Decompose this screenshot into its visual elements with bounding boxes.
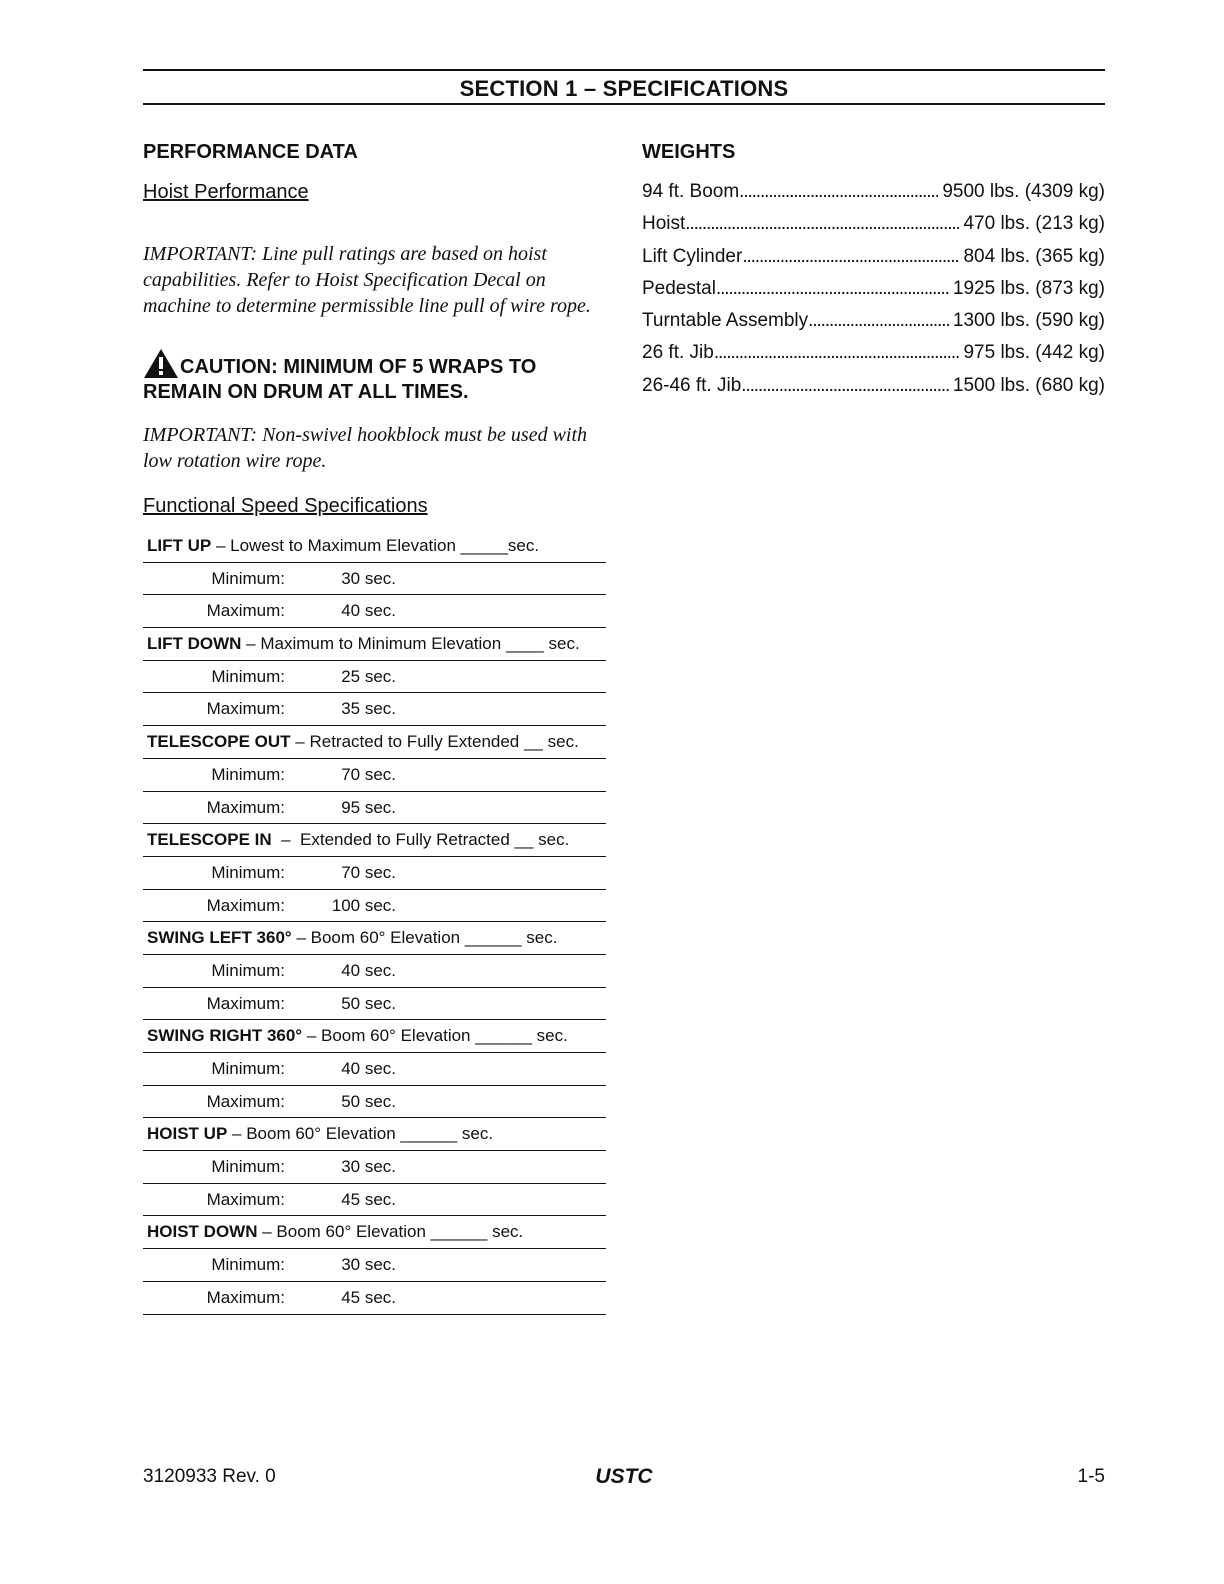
weight-item bbox=[642, 305, 1105, 337]
weight-item bbox=[642, 337, 1105, 369]
function-description: – Maximum to Minimum Elevation ____ sec. bbox=[241, 634, 580, 654]
maximum-time-row bbox=[143, 693, 606, 726]
minimum-time-row bbox=[143, 661, 606, 694]
caution-notice bbox=[143, 348, 606, 405]
minimum-time-row bbox=[143, 857, 606, 890]
function-name: HOIST UP bbox=[147, 1124, 228, 1144]
minimum-value: 40 sec. bbox=[341, 960, 396, 980]
weight-item bbox=[642, 176, 1105, 208]
speed-function-row bbox=[143, 1216, 606, 1249]
weight-item-value: 1500 lbs. (680 kg) bbox=[952, 374, 1105, 396]
dot-leader bbox=[716, 273, 949, 305]
weights-heading: WEIGHTS bbox=[642, 141, 736, 163]
page-footer bbox=[143, 1466, 1105, 1494]
section-title: SECTION 1 – SPECIFICATIONS bbox=[459, 76, 789, 101]
function-name: SWING RIGHT 360° bbox=[147, 1026, 303, 1046]
footer-brand: USTC bbox=[595, 1465, 653, 1488]
dot-leader bbox=[739, 176, 938, 208]
weight-item-value: 804 lbs. (365 kg) bbox=[963, 245, 1105, 267]
functional-speed-table bbox=[143, 530, 606, 1315]
dot-leader bbox=[685, 208, 959, 240]
dot-leader bbox=[808, 305, 949, 337]
weight-item bbox=[642, 241, 1105, 273]
weight-item-value: 1300 lbs. (590 kg) bbox=[952, 310, 1105, 332]
maximum-label: Maximum: bbox=[206, 1091, 285, 1111]
maximum-time-row bbox=[143, 1282, 606, 1315]
weight-item-name: Lift Cylinder bbox=[642, 245, 743, 267]
minimum-value: 30 sec. bbox=[341, 1255, 396, 1275]
speed-function-row bbox=[143, 628, 606, 661]
maximum-value: 35 sec. bbox=[341, 699, 396, 719]
maximum-label: Maximum: bbox=[206, 993, 285, 1013]
weight-item bbox=[642, 208, 1105, 240]
functional-speed-subheading: Functional Speed Specifications bbox=[143, 495, 428, 517]
weight-item bbox=[642, 273, 1105, 305]
speed-function-row bbox=[143, 824, 606, 857]
minimum-label: Minimum: bbox=[211, 568, 285, 588]
hoist-performance-subheading: Hoist Performance bbox=[143, 181, 309, 203]
maximum-time-row bbox=[143, 988, 606, 1021]
minimum-label: Minimum: bbox=[211, 1157, 285, 1177]
function-name: LIFT UP bbox=[147, 536, 212, 555]
speed-function-row bbox=[143, 726, 606, 759]
function-description: – Extended to Fully Retracted __ sec. bbox=[271, 830, 570, 850]
speed-function-row bbox=[143, 922, 606, 955]
function-name: HOIST DOWN bbox=[147, 1222, 258, 1242]
minimum-time-row bbox=[143, 1053, 606, 1086]
maximum-label: Maximum: bbox=[206, 797, 285, 817]
weight-item bbox=[642, 370, 1105, 402]
weight-item-value: 975 lbs. (442 kg) bbox=[963, 342, 1105, 364]
maximum-time-row bbox=[143, 890, 606, 923]
maximum-time-row bbox=[143, 1184, 606, 1217]
minimum-time-row bbox=[143, 955, 606, 988]
weights-list bbox=[642, 176, 1105, 402]
page-number: 1-5 bbox=[1077, 1466, 1105, 1487]
minimum-value: 70 sec. bbox=[341, 764, 396, 784]
function-description: – Lowest to Maximum Elevation _____sec. bbox=[211, 536, 540, 555]
speed-function-row bbox=[143, 530, 606, 563]
speed-function-row bbox=[143, 1118, 606, 1151]
minimum-label: Minimum: bbox=[211, 862, 285, 882]
warning-triangle-icon bbox=[143, 348, 179, 379]
maximum-label: Maximum: bbox=[206, 895, 285, 915]
weight-item-value: 1925 lbs. (873 kg) bbox=[952, 277, 1105, 299]
function-name: TELESCOPE OUT bbox=[147, 732, 291, 752]
maximum-label: Maximum: bbox=[206, 1287, 285, 1307]
caution-line-1: CAUTION: MINIMUM OF 5 WRAPS TO bbox=[180, 356, 537, 378]
performance-data-heading: PERFORMANCE DATA bbox=[143, 141, 358, 163]
maximum-time-row bbox=[143, 792, 606, 825]
maximum-value: 50 sec. bbox=[341, 993, 396, 1013]
minimum-value: 40 sec. bbox=[341, 1059, 396, 1078]
function-name: TELESCOPE IN bbox=[147, 830, 272, 850]
minimum-value: 70 sec. bbox=[341, 862, 396, 882]
function-description: – Boom 60° Elevation ______ sec. bbox=[291, 928, 558, 948]
maximum-label: Maximum: bbox=[206, 1189, 285, 1209]
maximum-value: 40 sec. bbox=[341, 601, 396, 621]
function-name: SWING LEFT 360° bbox=[147, 928, 292, 948]
minimum-label: Minimum: bbox=[211, 764, 285, 784]
minimum-value: 30 sec. bbox=[341, 1157, 396, 1177]
caution-line-2: REMAIN ON DRUM AT ALL TIMES. bbox=[143, 381, 469, 403]
weight-item-name: 94 ft. Boom bbox=[642, 181, 740, 202]
function-name: LIFT DOWN bbox=[147, 634, 242, 654]
maximum-label: Maximum: bbox=[206, 699, 285, 719]
weight-item-name: Turntable Assembly bbox=[642, 310, 809, 332]
minimum-label: Minimum: bbox=[211, 1255, 285, 1275]
minimum-value: 30 sec. bbox=[341, 568, 396, 588]
document-number: 3120933 Rev. 0 bbox=[143, 1466, 276, 1487]
maximum-time-row bbox=[143, 595, 606, 628]
important-note-line-pull: IMPORTANT: Line pull ratings are based on hoist capabilities. Refer to Hoist Specification Decal on machine to determine permissible line pull of wire rope. bbox=[143, 243, 591, 317]
weight-item-name: 26-46 ft. Jib bbox=[642, 374, 742, 396]
minimum-label: Minimum: bbox=[211, 960, 285, 980]
minimum-label: Minimum: bbox=[211, 666, 285, 686]
dot-leader bbox=[742, 241, 959, 273]
section-header bbox=[143, 69, 1105, 105]
maximum-value: 95 sec. bbox=[341, 797, 396, 817]
function-description: – Boom 60° Elevation ______ sec. bbox=[257, 1222, 524, 1242]
minimum-time-row bbox=[143, 1151, 606, 1184]
weight-item-value: 470 lbs. (213 kg) bbox=[963, 213, 1105, 235]
maximum-value: 45 sec. bbox=[341, 1189, 396, 1209]
weight-item-value: 9500 lbs. (4309 kg) bbox=[942, 181, 1105, 202]
important-note-hookblock: IMPORTANT: Non-swivel hookblock must be used with low rotation wire rope. bbox=[143, 424, 588, 472]
minimum-time-row bbox=[143, 563, 606, 596]
dot-leader bbox=[714, 337, 960, 369]
performance-data-column bbox=[143, 137, 606, 1315]
weight-item-name: Pedestal bbox=[642, 277, 716, 299]
function-description: – Boom 60° Elevation ______ sec. bbox=[302, 1026, 568, 1046]
weight-item-name: Hoist bbox=[642, 213, 686, 235]
function-description: – Retracted to Fully Extended __ sec. bbox=[290, 732, 579, 752]
dot-leader bbox=[741, 370, 949, 402]
maximum-value: 45 sec. bbox=[341, 1287, 396, 1307]
minimum-time-row bbox=[143, 759, 606, 792]
minimum-time-row bbox=[143, 1249, 606, 1282]
maximum-value: 100 sec. bbox=[331, 895, 396, 915]
maximum-time-row bbox=[143, 1086, 606, 1119]
function-description: – Boom 60° Elevation ______ sec. bbox=[227, 1124, 494, 1144]
maximum-label: Maximum: bbox=[206, 601, 285, 621]
maximum-value: 50 sec. bbox=[341, 1091, 396, 1111]
weight-item-name: 26 ft. Jib bbox=[642, 342, 714, 364]
minimum-value: 25 sec. bbox=[341, 666, 396, 686]
speed-function-row bbox=[143, 1020, 606, 1053]
weights-column bbox=[642, 137, 1105, 402]
minimum-label: Minimum: bbox=[211, 1059, 285, 1078]
